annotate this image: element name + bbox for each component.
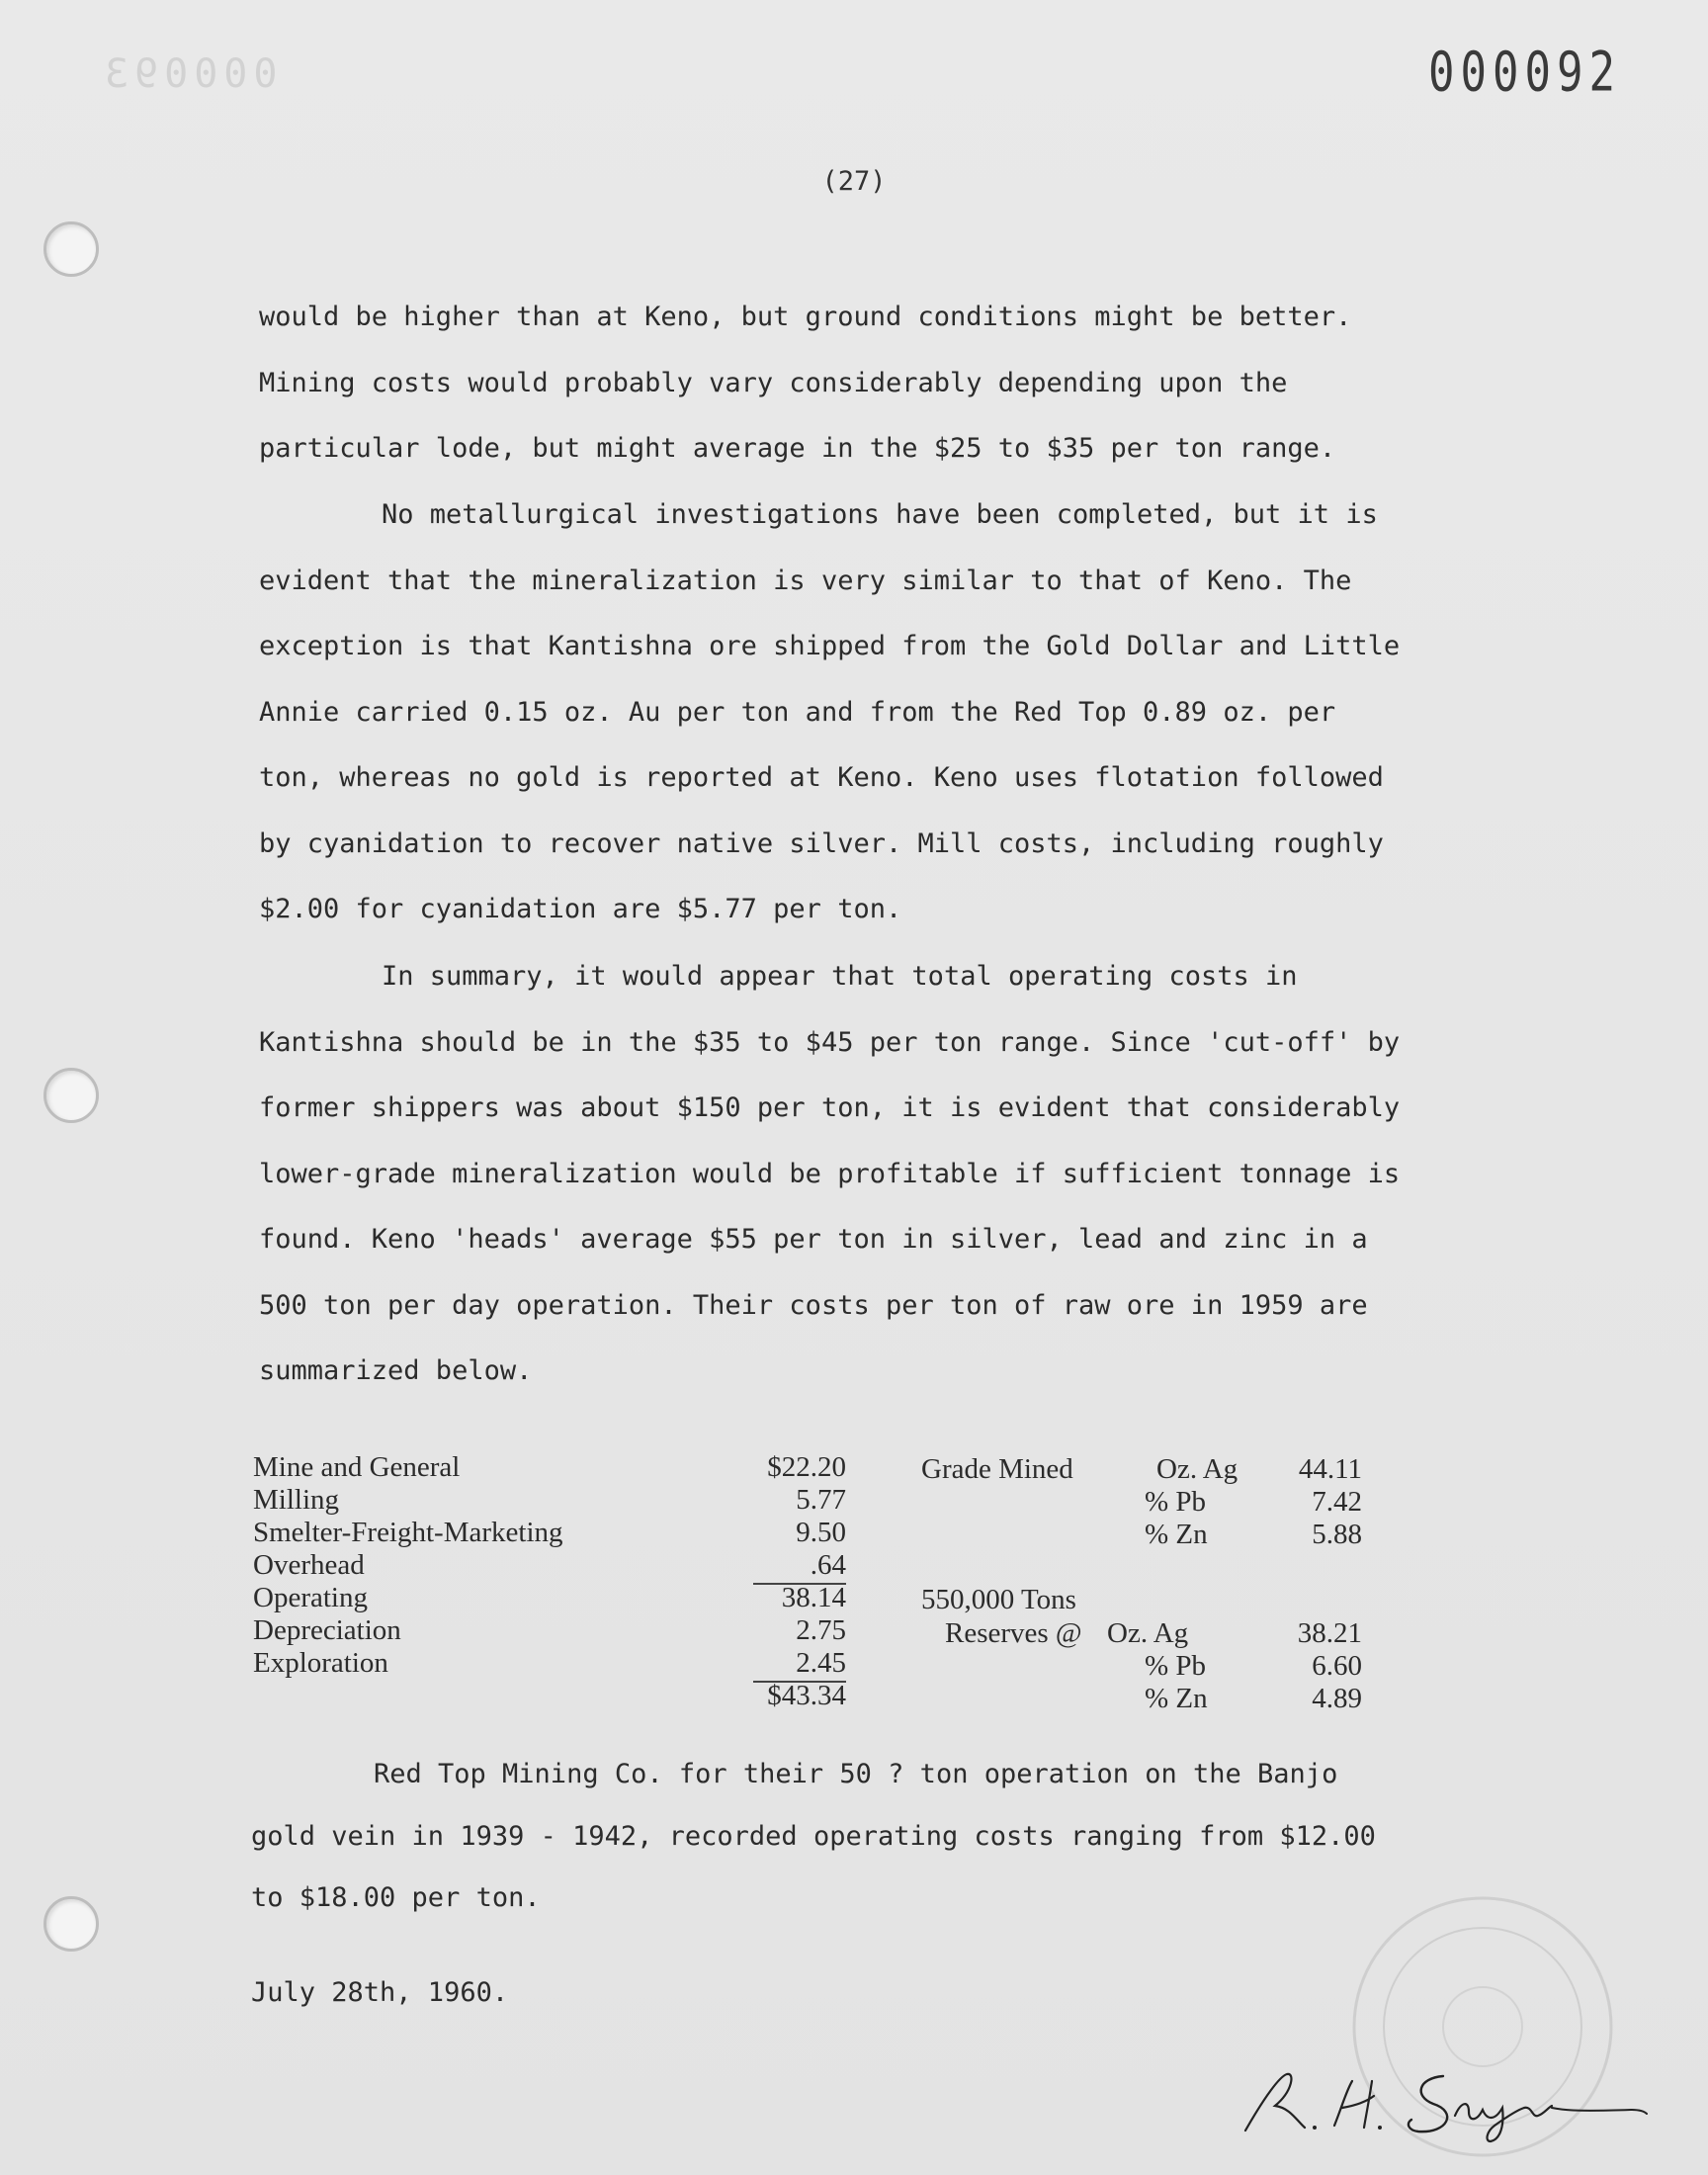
text-line: ton, whereas no gold is reported at Keno. Keno uses flotation followed (259, 762, 1384, 793)
text-line: former shippers was about $150 per ton, it is evident that considerably (259, 1092, 1401, 1123)
text-line: In summary, it would appear that total operating costs in (382, 961, 1298, 992)
text-line: by cyanidation to recover native silver. Mill costs, including roughly (259, 827, 1384, 859)
text-line: Annie carried 0.15 oz. Au per ton and from the Red Top 0.89 oz. per (259, 696, 1336, 728)
reserves-tons-label: 550,000 Tons (921, 1584, 1076, 1615)
text-line: summarized below. (259, 1355, 533, 1386)
binder-hole-top (43, 221, 99, 277)
cost-row (253, 1451, 846, 1484)
reserves-item-value: 38.21 (1297, 1617, 1362, 1649)
grade-mined-item-value: 7.42 (1312, 1486, 1362, 1518)
text-line: Mining costs would probably vary considerably depending upon the (259, 367, 1288, 398)
cost-value-subtotal-line: 2.45 (753, 1647, 846, 1683)
cost-row (253, 1582, 846, 1614)
grade-mined-item-value: 44.11 (1298, 1453, 1362, 1485)
text-line: Kantishna should be in the $35 to $45 per ton range. Since 'cut-off' by (259, 1026, 1401, 1058)
cost-row (253, 1549, 846, 1582)
reserves-item-label: Oz. Ag (1107, 1617, 1189, 1649)
paragraph-4 (251, 1742, 1457, 1932)
reserves-item-value: 6.60 (1312, 1650, 1362, 1682)
reserves-item-label: % Zn (1145, 1683, 1208, 1714)
text-line: exception is that Kantishna ore shipped from the Gold Dollar and Little (259, 631, 1401, 661)
handwritten-signature (1236, 2037, 1651, 2145)
reserves-label: Reserves @ (945, 1617, 1082, 1649)
text-line: 500 ton per day operation. Their costs per ton of raw ore in 1959 are (259, 1289, 1368, 1321)
cost-value: 9.50 (796, 1517, 846, 1548)
text-line: particular lode, but might average in the $25 to $35 per ton range. (259, 433, 1336, 464)
cost-label: Exploration (253, 1647, 388, 1679)
text-line: Red Top Mining Co. for their 50 ? ton operation on the Banjo (374, 1759, 1338, 1789)
cost-label: Smelter-Freight-Marketing (253, 1517, 563, 1548)
text-line: found. Keno 'heads' average $55 per ton in silver, lead and zinc in a (259, 1224, 1368, 1255)
paragraph-2 (259, 482, 1465, 943)
cost-value: 2.75 (796, 1614, 846, 1646)
cost-value: 38.14 (781, 1582, 846, 1613)
cost-row (253, 1517, 846, 1549)
cost-label: Mine and General (253, 1451, 461, 1483)
cost-row-total (253, 1680, 846, 1712)
cost-row (253, 1647, 846, 1680)
cost-value: 5.77 (796, 1484, 846, 1516)
cost-label: Depreciation (253, 1614, 401, 1646)
document-number: 000092 (1428, 41, 1621, 105)
paragraph-1 (259, 285, 1465, 482)
cost-value: $22.20 (767, 1451, 846, 1483)
text-line: gold vein in 1939 - 1942, recorded operating costs ranging from $12.00 (251, 1820, 1376, 1852)
grade-mined-label: Grade Mined (921, 1453, 1073, 1485)
text-line: evident that the mineralization is very similar to that of Keno. The (259, 565, 1352, 596)
text-line: to $18.00 per ton. (251, 1882, 541, 1913)
text-line: lower-grade mineralization would be profitable if sufficient tonnage is (259, 1158, 1401, 1189)
page-number: (27) (821, 166, 887, 197)
cost-value-subtotal-line: .64 (753, 1549, 846, 1585)
cost-label: Milling (253, 1484, 340, 1516)
cost-total-value: $43.34 (767, 1680, 846, 1711)
binder-hole-middle (43, 1068, 99, 1123)
text-line: $2.00 for cyanidation are $5.77 per ton. (259, 894, 902, 924)
reserves-item-label: % Pb (1145, 1650, 1207, 1682)
text-line: would be higher than at Keno, but ground conditions might be better. (259, 302, 1352, 332)
grade-mined-item-value: 5.88 (1312, 1519, 1362, 1550)
grade-mined-item-label: % Zn (1145, 1519, 1208, 1550)
cost-row (253, 1484, 846, 1517)
cost-row (253, 1614, 846, 1647)
reserves-item-value: 4.89 (1312, 1683, 1362, 1714)
grade-mined-item-label: % Pb (1145, 1486, 1207, 1518)
cost-label: Operating (253, 1582, 368, 1613)
binder-hole-bottom (43, 1896, 99, 1952)
ghost-document-number: 000093 (99, 51, 278, 97)
paragraph-3 (259, 944, 1465, 1405)
cost-label: Overhead (253, 1549, 365, 1581)
grade-mined-item-label: Oz. Ag (1156, 1453, 1238, 1485)
text-line: No metallurgical investigations have been completed, but it is (382, 499, 1378, 530)
document-date: July 28th, 1960. (251, 1977, 509, 2008)
